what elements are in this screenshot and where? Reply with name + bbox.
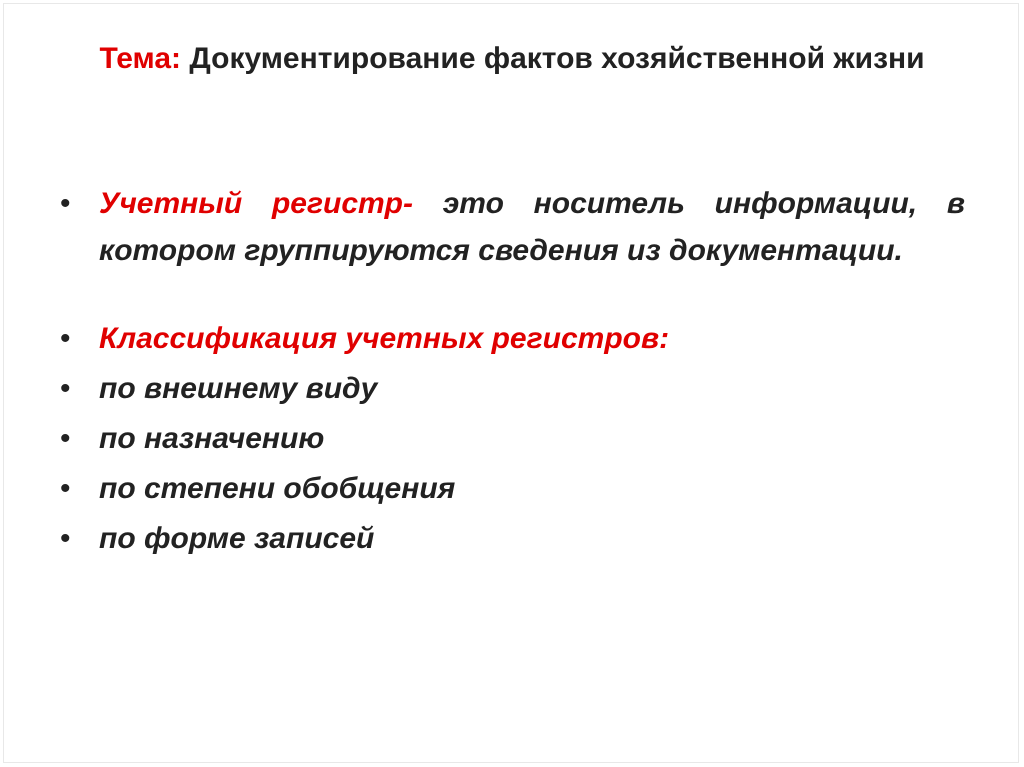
list-item (60, 364, 965, 414)
bullet: • (60, 372, 71, 405)
definition-text: это носитель информации, в котором группируются сведения из документации. (99, 187, 965, 267)
title-prefix: Тема: (99, 42, 182, 75)
list-item-text: по внешнему виду (99, 372, 378, 405)
bullet: • (60, 187, 71, 220)
classification-heading-item (60, 314, 965, 364)
bullet: • (60, 422, 71, 455)
title-text: Документирование фактов хозяйственной жизни (189, 42, 925, 75)
bullet: • (60, 522, 71, 555)
bullet: • (60, 472, 71, 505)
definition-term: Учетный регистр- (99, 187, 413, 220)
list-item (60, 514, 965, 564)
list-item-text: по степени обобщения (99, 472, 456, 505)
list-item-text: по назначению (99, 422, 325, 455)
list-item (60, 464, 965, 514)
bullet: • (60, 322, 71, 355)
slide-title (60, 37, 964, 81)
spacer (60, 274, 965, 314)
slide-body (60, 180, 965, 564)
definition-item (60, 180, 965, 274)
list-item-text: по форме записей (99, 522, 375, 555)
list-item (60, 414, 965, 464)
definition-paragraph (99, 180, 965, 274)
classification-heading: Классификация учетных регистров: (99, 322, 670, 355)
